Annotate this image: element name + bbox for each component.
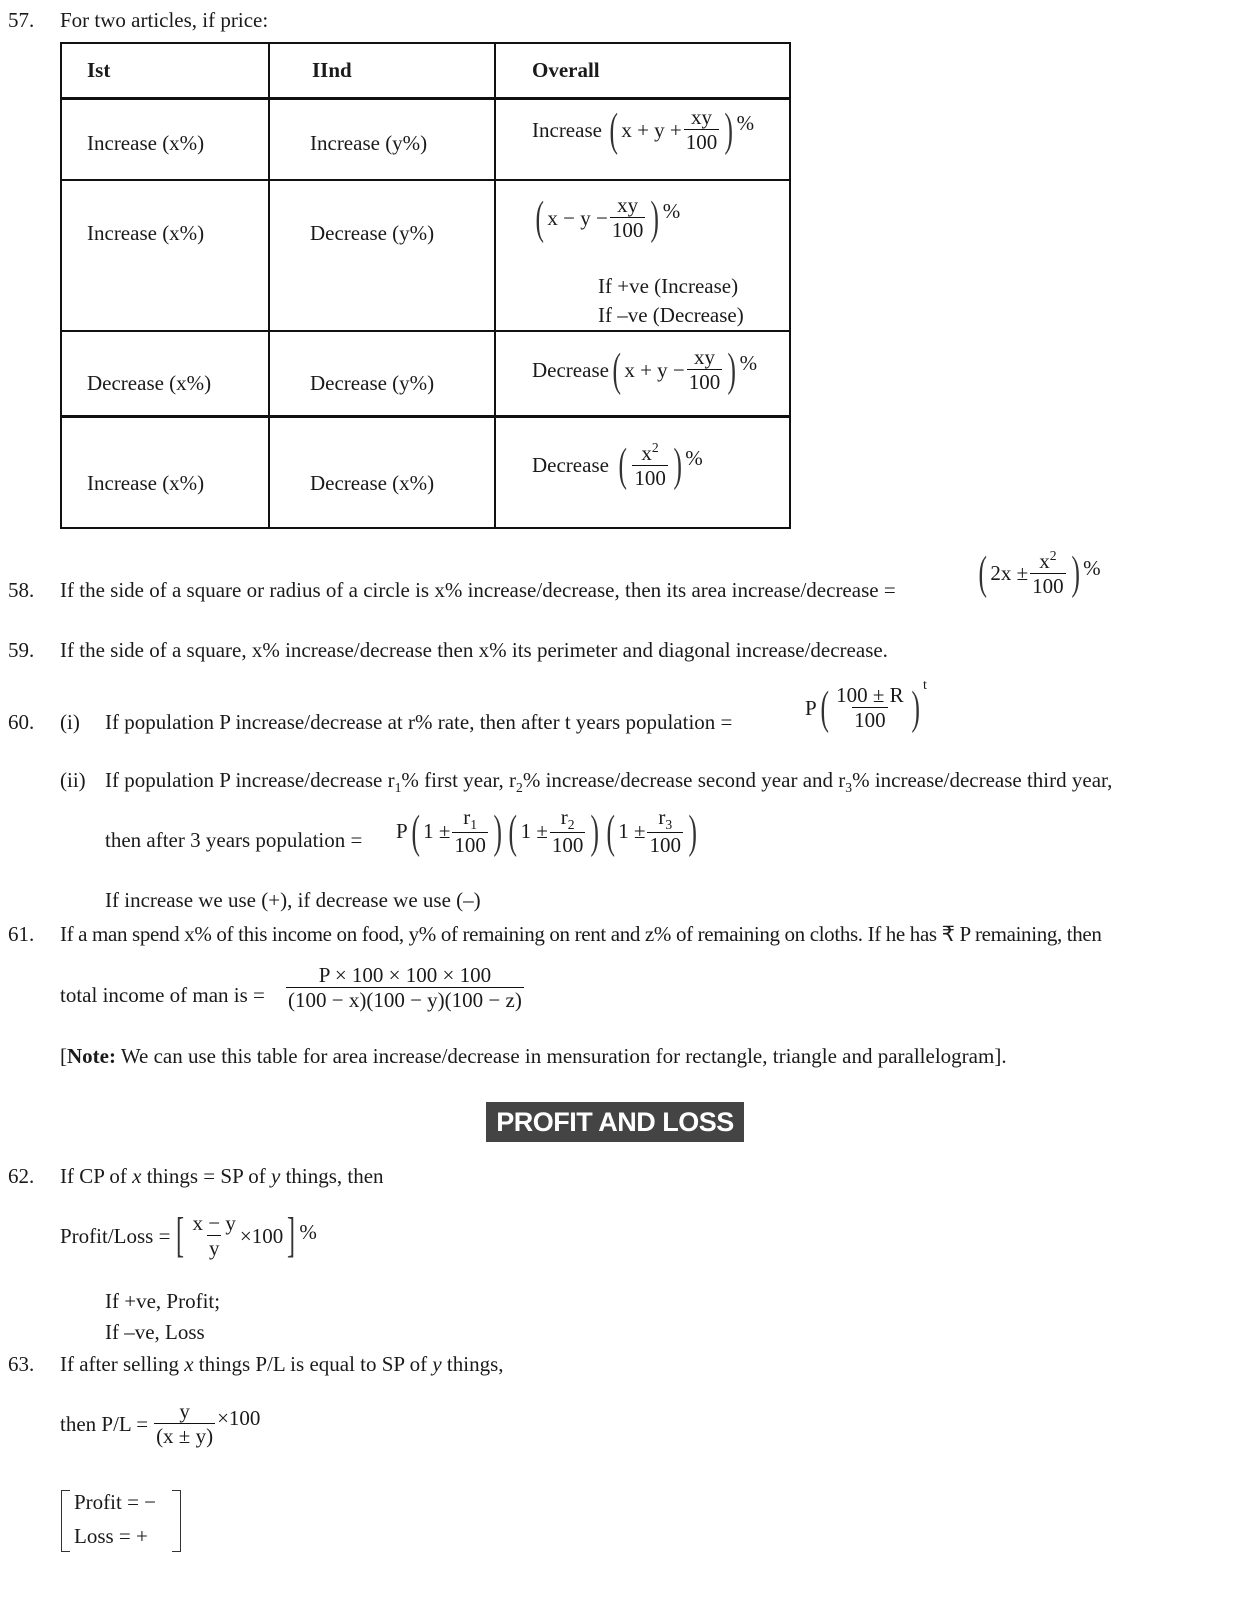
note-positive: If +ve (Increase): [598, 274, 739, 298]
formula-var: P: [396, 819, 408, 844]
table-divider: [62, 330, 789, 332]
item-number-62: 62.: [8, 1164, 35, 1188]
item-number-58: 58.: [8, 578, 35, 602]
fraction: $\frac{x - y}{y}$: [192, 1211, 236, 1261]
price-change-table: [60, 42, 791, 529]
table-divider: [62, 97, 789, 100]
fraction: $\frac{x^2}{100}$: [1032, 548, 1064, 599]
table-formula: ( x − y − $\frac{xy}{100}$ ) %: [535, 192, 681, 244]
fraction: $\frac{xy}{100}$: [688, 345, 721, 395]
item-60-ii-line2: then after 3 years population =: [105, 828, 363, 852]
profit-sign-rule: Profit = −: [74, 1490, 157, 1514]
formula-label: Decrease: [532, 357, 609, 382]
population-formula: P ( $\frac{100 \pm R}{100}$ ) $^t$: [805, 678, 927, 734]
item-58-text: If the side of a square or radius of a circle is x% increase/decrease, then its area increase/decrease =: [60, 578, 896, 602]
formula-label: Increase: [532, 117, 602, 142]
total-income-formula: [284, 964, 526, 1012]
item-57-text: For two articles, if price:: [60, 8, 269, 32]
percent-sign: %: [736, 110, 755, 135]
table-divider: [62, 179, 789, 181]
percent-sign: %: [1083, 555, 1101, 580]
table-formula: Decrease ( $\frac{x^2}{100}$ ) %: [532, 439, 703, 491]
table-cell: Decrease (y%): [310, 221, 435, 245]
area-change-formula: ( 2x ± $\frac{x^2}{100}$ ) %: [978, 547, 1101, 599]
item-number-57: 57.: [8, 8, 35, 32]
item-59-text: If the side of a square, x% increase/decrease then x% its perimeter and diagonal increase/decrease.: [60, 638, 888, 662]
three-year-population-formula: P ( 1 ± $\frac{r_1}{100}$ ) ( 1 ± $\frac{r_2}{100}$ ) ( 1 ± $\frac{r_3}{100}$ ): [396, 805, 697, 858]
formula-label: Decrease: [532, 452, 609, 477]
part-label-i: (i): [60, 710, 80, 734]
formula-var: P: [805, 695, 817, 720]
table-cell: Increase (y%): [310, 131, 428, 155]
multiplier: ×100: [239, 1223, 284, 1248]
table-cell: Decrease (x%): [310, 471, 435, 495]
fraction: $\frac{xy}{100}$: [685, 105, 718, 155]
note-negative: If –ve (Decrease): [598, 303, 744, 327]
item-62-text: If CP of x things = SP of y things, then: [60, 1164, 384, 1188]
item-number-60: 60.: [8, 710, 35, 734]
multiplier: ×100: [217, 1405, 261, 1430]
percent-sign: %: [299, 1219, 317, 1244]
item-number-63: 63.: [8, 1352, 35, 1376]
profit-loss-formula: Profit/Loss = [ $\frac{x - y}{y}$ ×100 ] %: [60, 1209, 317, 1262]
item-60-i-text: If population P increase/decrease at r% rate, then after t years population =: [105, 710, 733, 734]
table-cell: Decrease (x%): [87, 371, 212, 395]
item-63-text: If after selling x things P/L is equal to SP of y things,: [60, 1352, 504, 1376]
percent-sign: %: [685, 445, 703, 470]
table-header-overall: Overall: [532, 58, 600, 82]
sign-rule-box: [61, 1490, 181, 1552]
item-number-61: 61.: [8, 922, 35, 946]
fraction: $\frac{100 \pm R}{100}$: [836, 683, 904, 733]
fraction: $\frac{y}{(x \pm y)}$: [156, 1399, 214, 1449]
formula-label: Profit/Loss =: [60, 1223, 171, 1248]
percent-sign: %: [739, 350, 758, 375]
loss-condition: If –ve, Loss: [105, 1320, 205, 1344]
pl-formula: [60, 1400, 260, 1448]
formula-label: then P/L =: [60, 1411, 149, 1436]
table-divider: [494, 44, 496, 527]
item-61-line2: total income of man is =: [60, 983, 265, 1007]
table-header-first: Ist: [87, 58, 111, 82]
formula-expr: x + y +: [621, 117, 682, 142]
table-cell: Increase (x%): [87, 131, 205, 155]
mensuration-note: [Note: We can use this table for area increase/decrease in mensuration for rectangle, triangle and parallelogram].: [60, 1044, 1007, 1068]
loss-sign-rule: Loss = +: [74, 1524, 148, 1548]
formula-expr: x + y −: [624, 357, 685, 382]
profit-condition: If +ve, Profit;: [105, 1289, 221, 1313]
item-60-note: If increase we use (+), if decrease we use (–): [105, 888, 481, 912]
fraction: $\frac{xy}{100}$: [611, 193, 644, 243]
item-61-text: If a man spend x% of this income on food, y% of remaining on rent and z% of remaining on cloths. If he has ₹ P remaining, then: [60, 922, 1102, 946]
table-formula: Increase ( x + y + $\frac{xy}{100}$ ) %: [532, 104, 755, 156]
table-divider: [62, 415, 789, 418]
table-cell: Decrease (y%): [310, 371, 435, 395]
part-label-ii: (ii): [60, 768, 86, 792]
fraction: $\frac{P \times 100 \times 100 \times 100}{(100 - x)(100 - y)(100 - z)}$: [288, 963, 522, 1013]
table-formula: Decrease ( x + y − $\frac{xy}{100}$ ) %: [532, 344, 758, 396]
item-60-ii-text: If population P increase/decrease $r_1\%$ first year, $r_2\%$ increase/decrease second year and $r_3\%$ increase/decrease third year,: [105, 768, 1113, 796]
section-banner-profit-and-loss: PROFIT AND LOSS: [486, 1102, 744, 1142]
table-cell: Increase (x%): [87, 471, 205, 495]
table-divider: [268, 44, 270, 527]
table-header-second: IInd: [312, 58, 352, 82]
formula-expr: x − y −: [547, 205, 608, 230]
fraction: $\frac{x^2}{100}$: [634, 440, 666, 491]
exponent: t: [923, 678, 927, 694]
formula-expr: 2x ±: [990, 560, 1029, 585]
item-number-59: 59.: [8, 638, 35, 662]
table-cell: Increase (x%): [87, 221, 205, 245]
percent-sign: %: [662, 198, 681, 223]
